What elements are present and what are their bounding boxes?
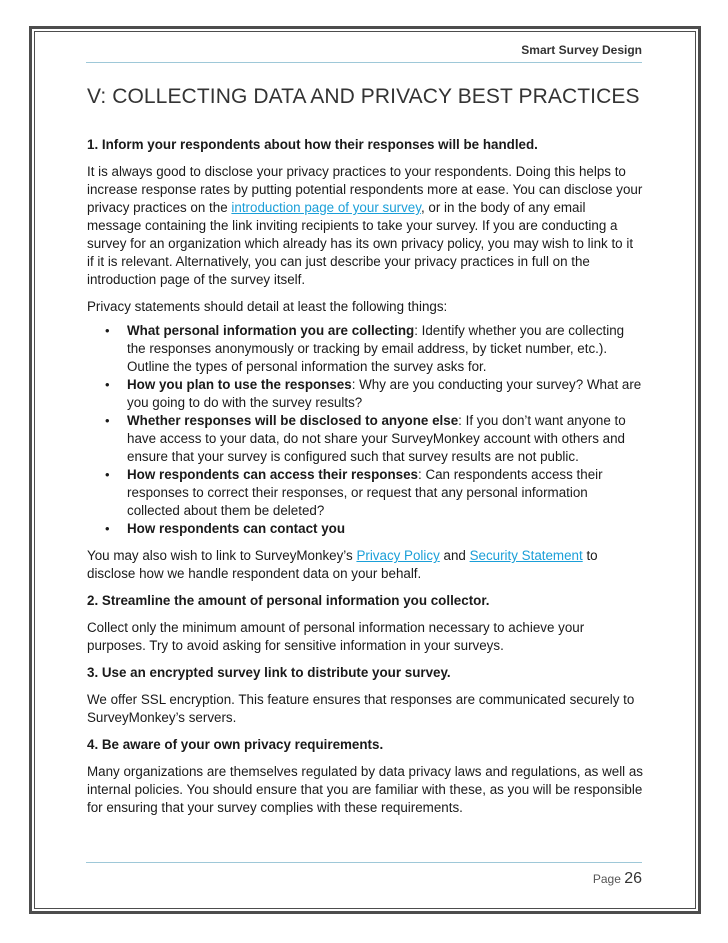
paragraph-3 xyxy=(87,547,643,583)
paragraph-3-text-b: to disclose how we handle respondent data on your behalf. xyxy=(87,548,598,581)
header-rule xyxy=(86,62,642,63)
page-footer xyxy=(593,870,642,888)
bullet-icon: • xyxy=(105,323,110,338)
page-content xyxy=(87,84,643,826)
running-header: Smart Survey Design xyxy=(521,43,642,57)
list-item-bold: How respondents can access their responses xyxy=(127,467,418,482)
privacy-list xyxy=(87,322,643,538)
paragraph-1-text-a: It is always good to disclose your privacy practices to your respondents. Doing this helps to increase response rates by putting potential respondents more at ease. You can disclose your privacy practices on the xyxy=(87,164,643,215)
section-title: V: COLLECTING DATA AND PRIVACY BEST PRACTICES xyxy=(87,85,640,108)
page-label: Page xyxy=(592,872,625,886)
list-item-bold: How you plan to use the responses xyxy=(127,377,352,392)
paragraph-3-text-mid: and xyxy=(439,548,470,563)
list-item xyxy=(105,466,643,520)
list-item-bold: Whether responses will be disclosed to anyone else xyxy=(127,413,459,428)
paragraph-3-text-a: You may also wish to link to SurveyMonkey’s xyxy=(87,548,357,563)
introduction-page-link[interactable]: introduction page of your survey xyxy=(231,200,421,215)
list-item xyxy=(105,376,643,412)
paragraph-4: Collect only the minimum amount of personal information necessary to achieve your purposes. Try to avoid asking for sensitive information in your surveys. xyxy=(87,620,585,653)
heading-3: 3. Use an encrypted survey link to distribute your survey. xyxy=(87,665,451,680)
bullet-icon: • xyxy=(105,467,110,482)
list-item-text: : If you don’t want anyone to have access to your data, do not share your SurveyMonkey account with others and ensure that your survey is configured such that survey results are not public. xyxy=(127,413,626,464)
bullet-icon: • xyxy=(105,521,110,536)
page-number: 26 xyxy=(624,870,642,887)
heading-4: 4. Be aware of your own privacy requirements. xyxy=(87,737,384,752)
list-item xyxy=(105,412,643,466)
privacy-policy-link[interactable]: Privacy Policy xyxy=(356,548,440,563)
paragraph-6: Many organizations are themselves regulated by data privacy laws and regulations, as well as internal policies. You should ensure that you are familiar with these, as you will be responsible for ensuring that your survey complies with these requirements. xyxy=(87,764,644,815)
list-item xyxy=(105,520,643,538)
list-item-text: : Can respondents access their responses to correct their responses, or request that any personal information collected about them be deleted? xyxy=(127,467,603,518)
list-item-text: : Why are you conducting your survey? What are you going to do with the survey results? xyxy=(127,377,642,410)
bullet-icon: • xyxy=(105,413,110,428)
list-item-text: : Identify whether you are collecting the responses anonymously or tracking by email address, by ticket number, etc.). Outline the types of personal information the survey asks for. xyxy=(127,323,625,374)
privacy-list-wrap xyxy=(87,322,643,538)
paragraph-1-text-b: , or in the body of any email message containing the link inviting recipients to take your survey. If you are conducting a survey for an organization which already has its own privacy policy, you may wish to link to it if it is relevant. Alternatively, you can just describe your privacy practices in full on the introduction page of the survey itself. xyxy=(87,200,634,287)
list-item xyxy=(105,322,643,376)
paragraph-1 xyxy=(87,163,643,289)
bullet-icon: • xyxy=(105,377,110,392)
footer-rule xyxy=(86,862,642,863)
security-statement-link[interactable]: Security Statement xyxy=(469,548,583,563)
list-item-bold: What personal information you are collecting xyxy=(127,323,415,338)
heading-2: 2. Streamline the amount of personal information you collector. xyxy=(87,593,490,608)
paragraph-2: Privacy statements should detail at least the following things: xyxy=(87,299,448,314)
heading-1: 1. Inform your respondents about how their responses will be handled. xyxy=(87,137,538,152)
paragraph-5: We offer SSL encryption. This feature ensures that responses are communicated securely to SurveyMonkey’s servers. xyxy=(87,692,635,725)
list-item-bold: How respondents can contact you xyxy=(127,521,346,536)
